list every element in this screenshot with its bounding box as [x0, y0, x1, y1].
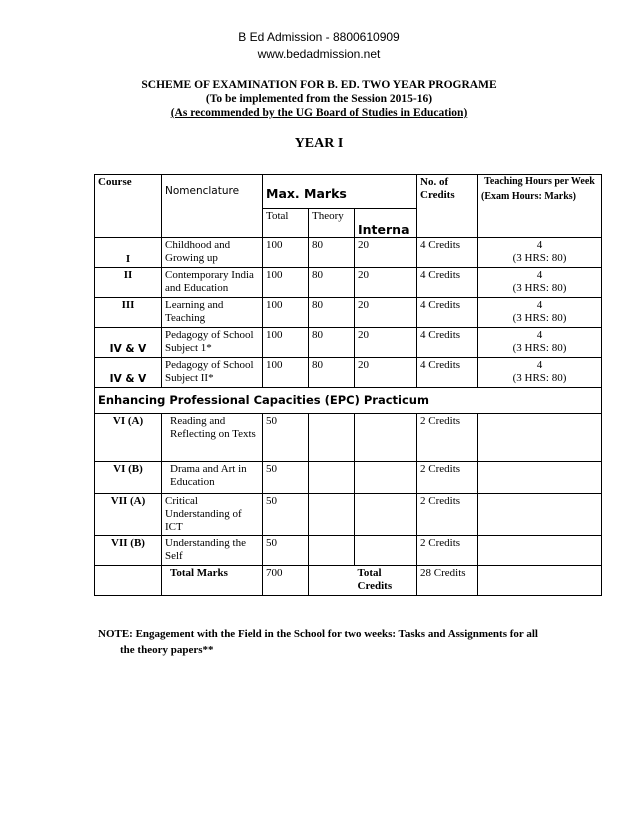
total-credits-value: 28 Credits [417, 566, 478, 596]
course-cell: IV & V [95, 328, 162, 358]
nomenclature-cell: Contemporary India and Education [162, 268, 263, 298]
internal-cell: 20 [355, 358, 417, 388]
theory-cell: 80 [309, 298, 355, 328]
epc-heading-row [95, 388, 602, 414]
nomenclature-cell: Pedagogy of School Subject 1* [162, 328, 263, 358]
note [98, 626, 598, 658]
hours-cell [478, 494, 602, 536]
table-row [95, 414, 602, 462]
table-row [95, 298, 602, 328]
table-row [95, 358, 602, 388]
total-cell: 100 [263, 268, 309, 298]
totals-hours-cell [478, 566, 602, 596]
total-header: Total [263, 208, 309, 237]
hours-cell [478, 414, 602, 462]
credits-cell: 2 Credits [417, 494, 478, 536]
hours-cell: 4 (3 HRS: 80) [478, 238, 602, 268]
internal-cell: 20 [355, 238, 417, 268]
session-subtitle: (To be implemented from the Session 2015-16) [205, 93, 433, 105]
nomenclature-cell: Reading and Reflecting on Texts [162, 414, 263, 462]
header-website: www.bedadmission.net [257, 47, 381, 61]
theory-header: Theory [309, 208, 355, 237]
total-cell: 50 [263, 494, 309, 536]
course-cell: II [95, 268, 162, 298]
board-subtitle: (As recommended by the UG Board of Studies in Education) [170, 107, 468, 119]
hours-cell [478, 536, 602, 566]
internal-cell [355, 536, 417, 566]
total-cell: 100 [263, 238, 309, 268]
hours-cell: 4 (3 HRS: 80) [478, 268, 602, 298]
nomenclature-cell: Drama and Art in Education [162, 462, 263, 494]
total-cell: 100 [263, 358, 309, 388]
credits-cell: 4 Credits [417, 298, 478, 328]
credits-cell: 4 Credits [417, 268, 478, 298]
theory-cell: 80 [309, 268, 355, 298]
internal-cell: 20 [355, 328, 417, 358]
epc-heading: Enhancing Professional Capacities (EPC) Practicum [95, 388, 602, 414]
nomenclature-cell: Pedagogy of School Subject II* [162, 358, 263, 388]
credits-cell: 2 Credits [417, 414, 478, 462]
total-marks-value: 700 [263, 566, 309, 596]
internal-cell: 20 [355, 268, 417, 298]
credits-cell: 4 Credits [417, 328, 478, 358]
table-header-row [95, 175, 602, 209]
course-cell: I [95, 238, 162, 268]
note-line-1: NOTE: Engagement with the Field in the School for two weeks: Tasks and Assignments for all [98, 628, 538, 640]
internal-cell [355, 414, 417, 462]
credits-cell: 2 Credits [417, 536, 478, 566]
table-row [95, 238, 602, 268]
totals-row [95, 566, 602, 596]
total-cell: 50 [263, 414, 309, 462]
nomenclature-header: Nomenclature [162, 175, 263, 238]
table-row [95, 268, 602, 298]
theory-cell: 80 [309, 358, 355, 388]
nomenclature-cell: Learning and Teaching [162, 298, 263, 328]
theory-cell [309, 494, 355, 536]
course-cell: III [95, 298, 162, 328]
credits-header: No. of Credits [417, 175, 478, 238]
credits-cell: 4 Credits [417, 358, 478, 388]
total-cell: 50 [263, 462, 309, 494]
totals-course-cell [95, 566, 162, 596]
course-cell: IV & V [95, 358, 162, 388]
hours-cell: 4 (3 HRS: 80) [478, 328, 602, 358]
internal-cell [355, 462, 417, 494]
nomenclature-cell: Childhood and Growing up [162, 238, 263, 268]
table-row [95, 462, 602, 494]
scheme-title: SCHEME OF EXAMINATION FOR B. ED. TWO YEAR PROGRAME [141, 79, 497, 91]
total-marks-label: Total Marks [162, 566, 263, 596]
hours-cell: 4 (3 HRS: 80) [478, 298, 602, 328]
table-row [95, 328, 602, 358]
nomenclature-cell: Understanding the Self [162, 536, 263, 566]
header-phone: B Ed Admission - 8800610909 [238, 30, 400, 44]
max-marks-header: Max. Marks [263, 175, 417, 209]
table-row [95, 536, 602, 566]
theory-cell: 80 [309, 328, 355, 358]
nomenclature-cell: Critical Understanding of ICT [162, 494, 263, 536]
totals-theory-cell [309, 566, 355, 596]
total-cell: 50 [263, 536, 309, 566]
theory-cell [309, 414, 355, 462]
theory-cell [309, 462, 355, 494]
internal-cell: 20 [355, 298, 417, 328]
theory-cell [309, 536, 355, 566]
course-cell: VII (B) [95, 536, 162, 566]
internal-header: Interna [355, 208, 417, 237]
table-row [95, 494, 602, 536]
course-header: Course [95, 175, 162, 238]
hours-cell: 4 (3 HRS: 80) [478, 358, 602, 388]
total-credits-label: Total Credits [355, 566, 417, 596]
hours-cell [478, 462, 602, 494]
scheme-table [94, 174, 602, 596]
theory-cell: 80 [309, 238, 355, 268]
credits-cell: 2 Credits [417, 462, 478, 494]
course-cell: VI (A) [95, 414, 162, 462]
note-line-2: the theory papers** [120, 644, 214, 656]
credits-cell: 4 Credits [417, 238, 478, 268]
year-heading: YEAR I [294, 136, 344, 151]
total-cell: 100 [263, 328, 309, 358]
course-cell: VI (B) [95, 462, 162, 494]
teaching-hours-header: Teaching Hours per Week (Exam Hours: Marks) [478, 175, 602, 238]
internal-cell [355, 494, 417, 536]
course-cell: VII (A) [95, 494, 162, 536]
total-cell: 100 [263, 298, 309, 328]
